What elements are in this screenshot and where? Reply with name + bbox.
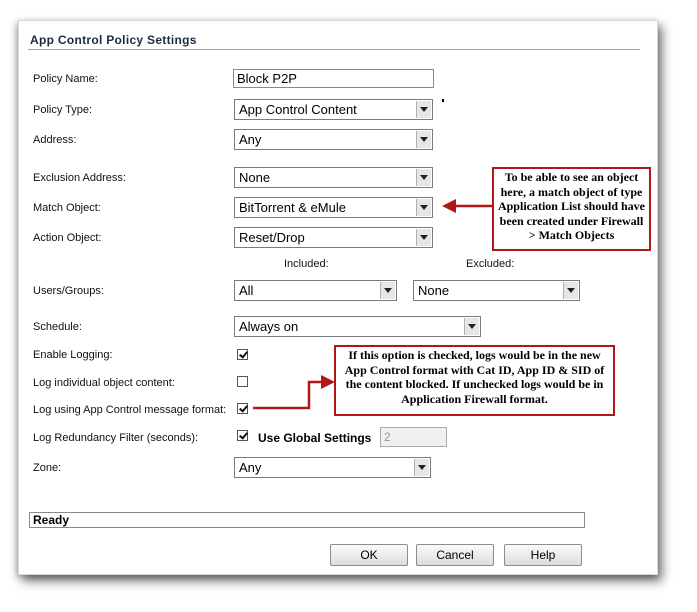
exclusion-address-value: None xyxy=(239,170,271,185)
chevron-down-icon xyxy=(414,459,429,476)
chevron-down-icon xyxy=(563,282,578,299)
dialog-title: App Control Policy Settings xyxy=(30,33,197,47)
excluded-header: Excluded: xyxy=(466,258,515,270)
chevron-down-icon xyxy=(416,229,431,246)
users-excluded-select[interactable] xyxy=(413,280,580,301)
chevron-down-icon xyxy=(380,282,395,299)
policy-type-value: App Control Content xyxy=(239,102,357,117)
chevron-down-icon xyxy=(416,169,431,186)
action-object-label: Action Object: xyxy=(33,232,102,244)
match-object-callout: To be able to see an object here, a match object of type Application List should have been created under Firewall > Match Objects xyxy=(492,167,651,251)
chevron-down-icon xyxy=(416,199,431,216)
callout-arrow-icon xyxy=(253,372,337,412)
help-button[interactable]: Help xyxy=(504,544,582,566)
logging-callout: If this option is checked, logs would be in the new App Control format with Cat ID, App ID & SID of the content blocked. If unchecked logs would be in Application Firewall format. xyxy=(334,345,615,416)
schedule-value: Always on xyxy=(239,319,299,334)
enable-logging-label: Enable Logging: xyxy=(33,349,113,361)
zone-label: Zone: xyxy=(33,462,62,474)
users-included-select[interactable] xyxy=(234,280,397,301)
exclusion-address-select[interactable] xyxy=(234,167,433,188)
log-app-control-checkbox[interactable] xyxy=(237,403,248,414)
included-header: Included: xyxy=(284,258,329,270)
match-object-value: BitTorrent & eMule xyxy=(239,200,346,215)
users-included-value: All xyxy=(239,283,254,298)
use-global-label: Use Global Settings xyxy=(258,431,372,445)
address-value: Any xyxy=(239,132,262,147)
stray-mark xyxy=(442,99,444,102)
status-bar: Ready xyxy=(29,512,585,528)
log-individual-label: Log individual object content: xyxy=(33,377,175,389)
policy-type-label: Policy Type: xyxy=(33,104,93,116)
users-groups-label: Users/Groups: xyxy=(33,285,104,297)
schedule-label: Schedule: xyxy=(33,321,82,333)
match-object-label: Match Object: xyxy=(33,202,101,214)
address-label: Address: xyxy=(33,134,77,146)
schedule-select[interactable] xyxy=(234,316,481,337)
chevron-down-icon xyxy=(464,318,479,335)
ok-button[interactable]: OK xyxy=(330,544,408,566)
address-select[interactable] xyxy=(234,129,433,150)
chevron-down-icon xyxy=(416,131,431,148)
exclusion-address-label: Exclusion Address: xyxy=(33,172,126,184)
policy-name-input[interactable]: Block P2P xyxy=(233,69,434,88)
zone-value: Any xyxy=(239,460,262,475)
enable-logging-checkbox[interactable] xyxy=(237,349,248,360)
policy-name-label: Policy Name: xyxy=(33,73,98,85)
chevron-down-icon xyxy=(416,101,431,118)
zone-select[interactable] xyxy=(234,457,431,478)
log-redundancy-input[interactable]: 2 xyxy=(380,427,447,447)
use-global-checkbox[interactable] xyxy=(237,430,248,441)
cancel-button[interactable]: Cancel xyxy=(416,544,494,566)
log-redundancy-label: Log Redundancy Filter (seconds): xyxy=(33,432,199,444)
callout-arrow-icon xyxy=(440,198,496,214)
log-app-control-label: Log using App Control message format: xyxy=(33,404,227,416)
title-divider xyxy=(28,49,640,50)
match-object-select[interactable] xyxy=(234,197,433,218)
users-excluded-value: None xyxy=(418,283,450,298)
policy-type-select[interactable] xyxy=(234,99,433,120)
log-individual-checkbox[interactable] xyxy=(237,376,248,387)
action-object-value: Reset/Drop xyxy=(239,230,305,245)
action-object-select[interactable] xyxy=(234,227,433,248)
